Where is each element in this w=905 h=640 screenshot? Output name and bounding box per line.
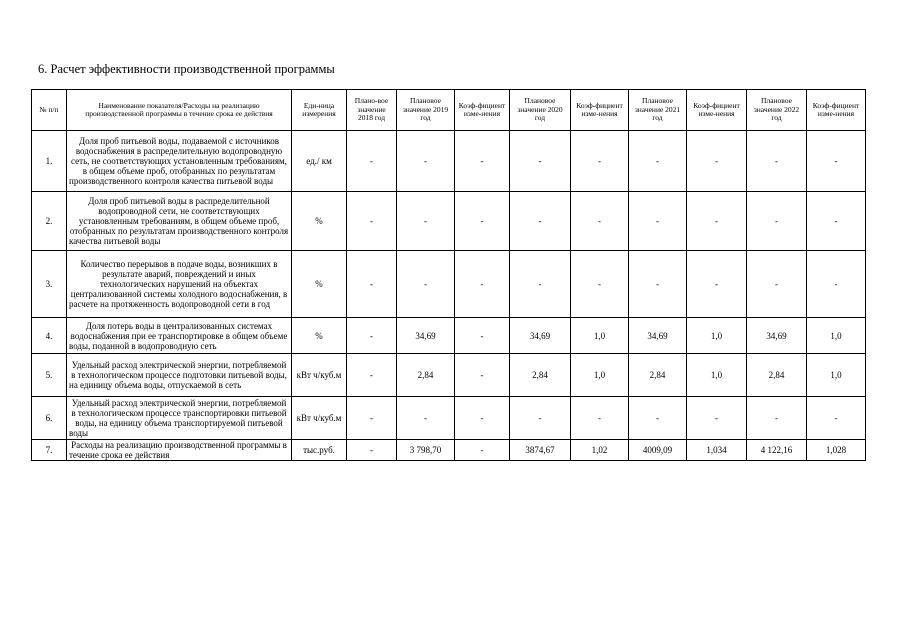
value-cell: - [347,440,397,461]
value-cell: - [510,397,571,440]
header-cell-unit: Еди-ница измерения [292,90,347,131]
header-cell-coef-2022: Коэф-фициент изме-нения [807,90,866,131]
row-indicator-name: Удельный расход электрической энергии, потребляемой в технологическом процессе транспортировки питьевой воды, на единицу объема транспортируемой питьевой воды [67,397,292,440]
row-indicator-name: Удельный расход электрической энергии, потребляемой в технологическом процессе подготовки питьевой воды, на единицу объема воды, отпускаемой в сеть [67,354,292,397]
row-number: 2. [32,192,67,251]
table-row [32,131,866,192]
value-cell: - [747,397,807,440]
row-indicator-name: Доля потерь воды в централизованных системах водоснабжения при ее транспортировке в общем объеме воды, поданной в водопроводную сеть [67,318,292,354]
header-cell-plan-2022: Плановое значение 2022 год [747,90,807,131]
value-cell: - [747,192,807,251]
value-cell: - [747,131,807,192]
value-cell: - [629,251,687,318]
efficiency-table [31,89,866,461]
row-number: 4. [32,318,67,354]
table-row [32,192,866,251]
row-number: 5. [32,354,67,397]
value-cell: 1,0 [807,354,866,397]
value-cell: - [397,397,455,440]
header-cell-plan-2019: Плановое значение 2019 год [397,90,455,131]
row-unit: ед./ км [292,131,347,192]
value-cell: - [455,251,510,318]
value-cell: - [629,192,687,251]
value-cell: - [629,131,687,192]
value-cell: - [455,397,510,440]
row-number: 3. [32,251,67,318]
value-cell: - [687,192,747,251]
row-unit: кВт ч/куб.м [292,397,347,440]
value-cell: 34,69 [510,318,571,354]
row-indicator-name: Доля проб питьевой воды, подаваемой с источников водоснабжения в распределительную водопроводную сеть, не соответствующих установленным требованиям, в общем объеме проб, отобранных по результатам производственного контроля качества питьевой воды [67,131,292,192]
value-cell: - [347,354,397,397]
value-cell: - [455,192,510,251]
value-cell: - [455,440,510,461]
value-cell: - [455,131,510,192]
value-cell: - [347,318,397,354]
header-cell-name: Наименование показателя/Расходы на реализацию производственной программы в течение срока ее действия [67,90,292,131]
value-cell: - [629,397,687,440]
value-cell: - [747,251,807,318]
value-cell: - [347,251,397,318]
table-row [32,397,866,440]
row-unit: тыс.руб. [292,440,347,461]
value-cell: 1,034 [687,440,747,461]
value-cell: 1,028 [807,440,866,461]
value-cell: - [510,131,571,192]
header-cell-plan-2018: Плано-вое значение 2018 год [347,90,397,131]
table-header-row [32,90,866,131]
row-number: 6. [32,397,67,440]
value-cell: 1,0 [571,354,629,397]
value-cell: - [571,397,629,440]
header-cell-plan-2020: Плановое значение 2020 год [510,90,571,131]
header-cell-plan-2021: Плановое значение 2021 год [629,90,687,131]
value-cell: 2,84 [629,354,687,397]
row-indicator-name: Доля проб питьевой воды в распределительной водопроводной сети, не соответствующих установленным требованиям, в общем объеме проб, отобранных по результатам производственного контроля качества питьевой воды [67,192,292,251]
value-cell: 1,0 [807,318,866,354]
value-cell: - [807,131,866,192]
value-cell: - [687,397,747,440]
header-cell-coef-2020: Коэф-фициент изме-нения [571,90,629,131]
row-number: 1. [32,131,67,192]
value-cell: - [571,131,629,192]
value-cell: - [397,131,455,192]
row-unit: кВт ч/куб.м [292,354,347,397]
value-cell: 4 122,16 [747,440,807,461]
table-row [32,354,866,397]
header-cell-coef-2019: Коэф-фициент изме-нения [455,90,510,131]
value-cell: 3874,67 [510,440,571,461]
value-cell: - [455,354,510,397]
value-cell: - [510,251,571,318]
value-cell: 34,69 [629,318,687,354]
row-number: 7. [32,440,67,461]
value-cell: - [397,251,455,318]
value-cell: - [347,131,397,192]
value-cell: - [807,251,866,318]
value-cell: 1,0 [571,318,629,354]
row-unit: % [292,251,347,318]
value-cell: 2,84 [747,354,807,397]
value-cell: 34,69 [397,318,455,354]
value-cell: 2,84 [397,354,455,397]
value-cell: - [455,318,510,354]
value-cell: - [687,131,747,192]
value-cell: 1,0 [687,354,747,397]
value-cell: 4009,09 [629,440,687,461]
value-cell: 1,0 [687,318,747,354]
row-unit: % [292,192,347,251]
value-cell: - [347,192,397,251]
value-cell: - [571,192,629,251]
value-cell: - [510,192,571,251]
value-cell: 1,02 [571,440,629,461]
value-cell: - [687,251,747,318]
row-indicator-name: Расходы на реализацию производственной программы в течение срока ее действия [67,440,292,461]
value-cell: 34,69 [747,318,807,354]
table-row [32,440,866,461]
row-indicator-name: Количество перерывов в подаче воды, возникших в результате аварий, повреждений и иных технологических нарушений на объектах централизованной системы холодного водоснабжения, в расчете на протяженность водопроводной сети в год [67,251,292,318]
header-cell-coef-2021: Коэф-фициент изме-нения [687,90,747,131]
header-cell-number: № п/п [32,90,67,131]
value-cell: - [347,397,397,440]
value-cell: - [807,192,866,251]
section-title: 6. Расчет эффективности производственной программы [38,62,335,76]
value-cell: 2,84 [510,354,571,397]
value-cell: - [571,251,629,318]
value-cell: - [397,192,455,251]
value-cell: - [807,397,866,440]
value-cell: 3 798,70 [397,440,455,461]
row-unit: % [292,318,347,354]
table-row [32,318,866,354]
table-row [32,251,866,318]
